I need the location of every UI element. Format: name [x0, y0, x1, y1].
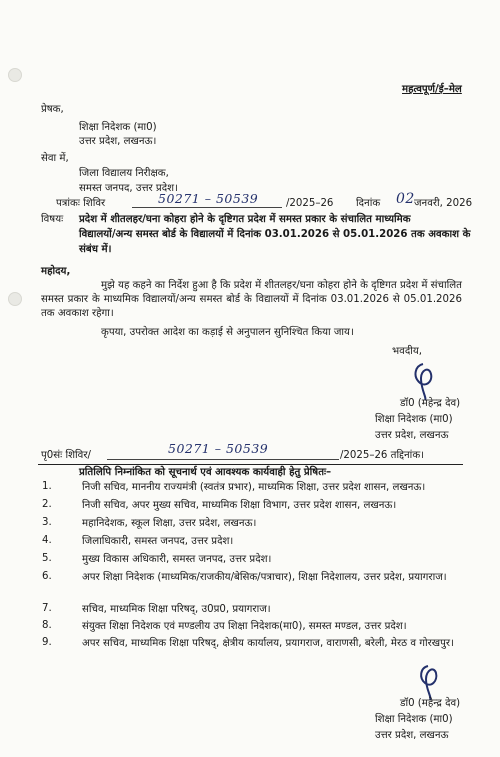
copy-number: 6.: [42, 571, 52, 582]
copy-number: 4.: [42, 535, 52, 546]
recipient-line2: समस्त जनपद, उत्तर प्रदेश।: [79, 183, 178, 194]
copy-item: महानिदेशक, स्कूल शिक्षा, उत्तर प्रदेश, लखनऊ।: [82, 518, 257, 529]
subject-line1: प्रदेश में शीतलहर/घना कोहरा होने के दृष्टिगत प्रदेश में समस्त प्रकार के संचालित माध्यमिक: [79, 214, 411, 225]
closing: भवदीय,: [392, 346, 423, 357]
body-paragraph-2: कृपया, उपरोक्त आदेश का कड़ाई से अनुपालन सुनिश्चित किया जाय।: [101, 327, 354, 338]
recipient-line1: जिला विद्यालय निरीक्षक,: [79, 168, 169, 179]
ref2-number-handwritten: 50271 – 50539: [168, 441, 269, 456]
sender-line2: उत्तर प्रदेश, लखनऊ।: [79, 136, 157, 147]
subject-line2: विद्यालयों/अन्य समस्त बोर्ड के विद्यालयों में दिनांक 03.01.2026 से 05.01.2026 तक अवकाश के: [79, 229, 471, 240]
signatory-place-2: उत्तर प्रदेश, लखनऊ: [375, 730, 449, 741]
copy-number: 5.: [42, 553, 52, 564]
date-day-handwritten: 02: [396, 191, 415, 207]
copy-item: अपर शिक्षा निदेशक (माध्यमिक/राजकीय/बेसिक/पत्राचार), शिक्षा निदेशालय, उत्तर प्रदेश, प्रयागराज।: [82, 572, 447, 583]
copy-item: निजी सचिव, माननीय राज्यमंत्री (स्वतंत्र प्रभार), माध्यमिक शिक्षा, उत्तर प्रदेश शासन, लखनऊ।: [82, 482, 426, 493]
date-rest: जनवरी, 2026: [414, 198, 473, 209]
signatory-name-2: डॉ0 (महेन्द्र देव): [400, 698, 461, 709]
recipient-label: सेवा में,: [41, 153, 69, 164]
ref-year: /2025–26: [286, 198, 334, 209]
copy-item: निजी सचिव, अपर मुख्य सचिव, माध्यमिक शिक्षा विभाग, उत्तर प्रदेश शासन, लखनऊ।: [82, 500, 397, 511]
copy-number: 2.: [42, 499, 52, 510]
body-paragraph-1: मुझे यह कहने का निर्देश हुआ है कि प्रदेश में शीतलहर/घना कोहरा होने के दृष्टिगत प्रदेश में संचालित समस्त प्रकार के माध्यमिक विद्यालयों/अन्य समस्त बोर्ड के विद्यालयों में दिनांक 03.01.2026 से 05.01.2026 तक अवकाश रहेगा।: [41, 280, 462, 319]
date-label: दिनांक: [356, 198, 381, 209]
ref-number-handwritten: 50271 – 50539: [158, 191, 259, 206]
copy-number: 1.: [42, 481, 52, 492]
copy-number: 7.: [42, 603, 52, 614]
ref2-label: पृ0संः शिविर/: [41, 450, 91, 461]
sender-label: प्रेषक,: [41, 104, 64, 115]
ref2-year: /2025–26 तद्दिनांक।: [340, 450, 425, 461]
salutation: महोदय,: [41, 266, 71, 277]
copy-item: संयुक्त शिक्षा निदेशक एवं मण्डलीय उप शिक्षा निदेशक(मा0), समस्त मण्डल, उत्तर प्रदेश।: [82, 621, 407, 632]
signature-mark: [412, 660, 448, 702]
copy-heading: प्रतिलिपि निम्नांकित को सूचनार्थ एवं आवश्यक कार्यवाही हेतु प्रेषितः–: [79, 467, 332, 478]
subject-line3: संबंध में।: [79, 244, 112, 255]
copy-item: जिलाधिकारी, समस्त जनपद, उत्तर प्रदेश।: [82, 536, 234, 547]
signature-mark: [405, 360, 445, 402]
sender-line1: शिक्षा निदेशक (मा0): [79, 122, 157, 133]
punch-hole: [8, 68, 22, 82]
priority-tag: महत्वपूर्ण/ई–मेल: [402, 84, 462, 95]
copy-item: मुख्य विकास अधिकारी, समस्त जनपद, उत्तर प्रदेश।: [82, 554, 272, 565]
ref-label: पत्रांकः शिविर: [56, 198, 106, 209]
copy-number: 8.: [42, 620, 52, 631]
copy-number: 9.: [42, 637, 52, 648]
punch-hole: [8, 292, 22, 306]
signatory-title-2: शिक्षा निदेशक (मा0): [375, 714, 453, 725]
signatory-title-1: शिक्षा निदेशक (मा0): [375, 414, 453, 425]
signatory-name-1: डॉ0 (महेन्द्र देव): [400, 398, 461, 409]
subject-label: विषयः: [41, 214, 64, 225]
copy-item: सचिव, माध्यमिक शिक्षा परिषद्, उ0प्र0, प्रयागराज।: [82, 604, 271, 615]
copy-number: 3.: [42, 517, 52, 528]
copy-item: अपर सचिव, माध्यमिक शिक्षा परिषद्, क्षेत्रीय कार्यालय, प्रयागराज, वाराणसी, बरेली, मेरठ व गोरखपुर।: [82, 638, 454, 649]
signatory-place-1: उत्तर प्रदेश, लखनऊ: [375, 430, 449, 441]
